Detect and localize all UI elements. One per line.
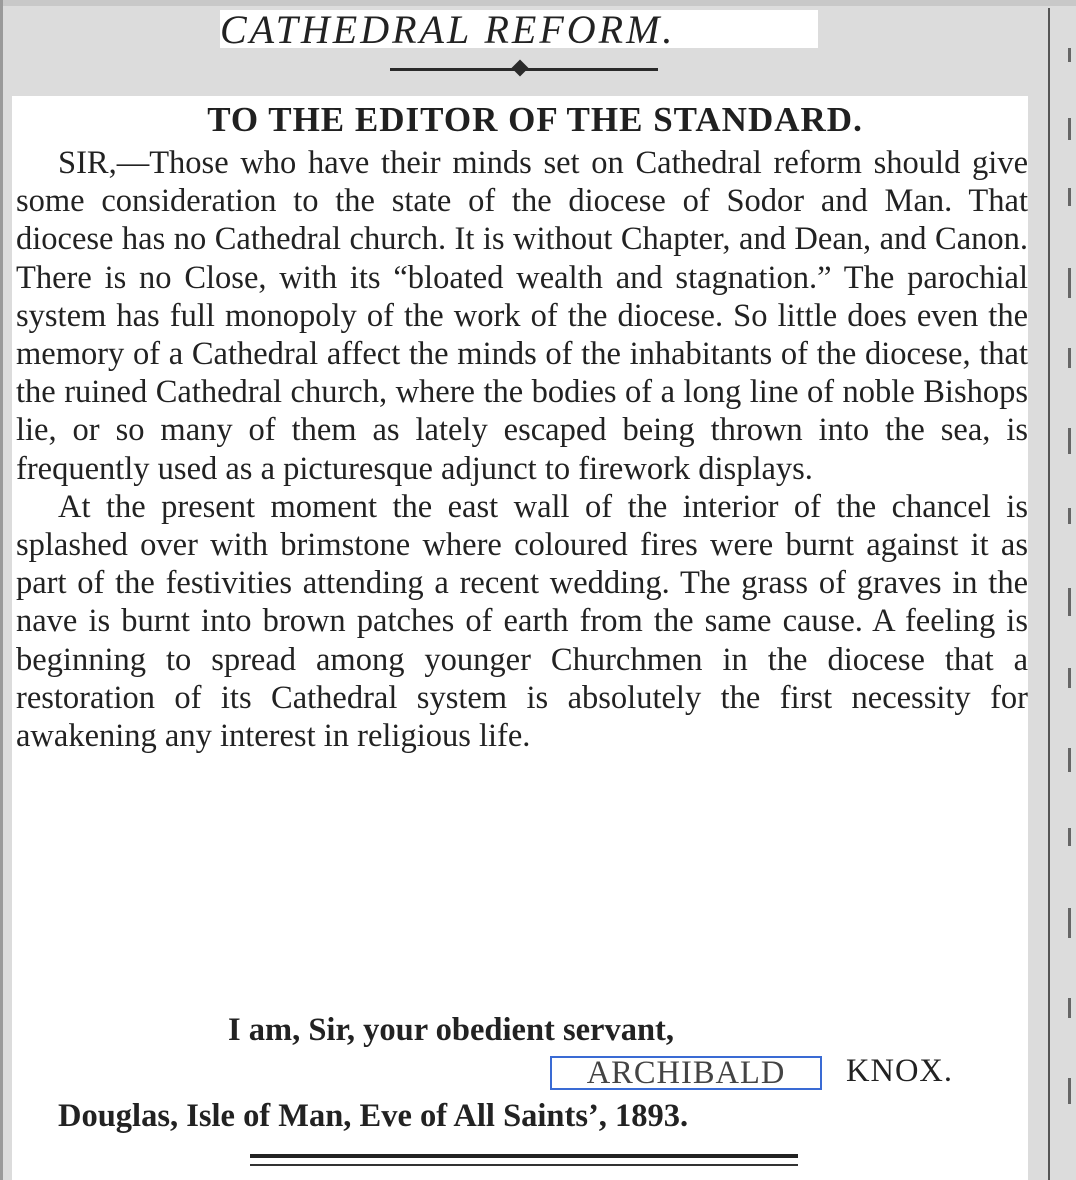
scan-top-border	[0, 0, 1076, 6]
text-fragment	[1068, 588, 1071, 616]
headline: CATHEDRAL REFORM.	[220, 7, 676, 52]
letter-closing: I am, Sir, your obedient servant,	[228, 1012, 675, 1048]
divider-diamond-ornament	[512, 60, 529, 77]
text-fragment	[1068, 828, 1071, 846]
text-fragment	[1068, 348, 1071, 368]
text-fragment	[1068, 48, 1071, 62]
text-fragment	[1068, 748, 1071, 772]
adjacent-column-fragment	[1056, 8, 1076, 1180]
letter-paragraph-2: At the present moment the east wall of the interior of the chancel is splashed over with brimstone where coloured fires were burnt against it as part of the festivities attending a recent wedding. The grass of graves in the nave is burnt into brown patches of earth from the same cause. A feeling is beginning to spread among younger Churchmen in the diocese that a restoration of its Cathedral system is absolutely the first necessity for awakening any interest in religious life.	[16, 488, 1028, 755]
letter-heading: TO THE EDITOR OF THE STANDARD.	[207, 100, 863, 139]
end-rule-thin	[250, 1164, 798, 1166]
letter-article	[12, 96, 1028, 1180]
end-rule-thick	[250, 1154, 798, 1158]
text-fragment	[1068, 188, 1071, 206]
column-divider	[1048, 8, 1050, 1180]
letter-body	[16, 144, 1028, 755]
text-fragment	[1068, 508, 1071, 524]
text-fragment	[1068, 908, 1071, 938]
letter-paragraph-1: SIR,—Those who have their minds set on Cathedral reform should give some consideration to the state of the diocese of Sodor and Man. That diocese has no Cathedral church. It is without Chapter, and Dean, and Canon. There is no Close, with its “bloated wealth and stagnation.” The parochial system has full monopoly of the work of the diocese. So little does even the memory of a Cathedral affect the minds of the inhabitants of the diocese, that the ruined Cathedral church, where the bodies of a long line of noble Bishops lie, or so many of them as lately escaped being thrown into the sea, is frequently used as a picturesque adjunct to firework displays.	[16, 145, 1028, 487]
text-fragment	[1068, 118, 1071, 140]
text-fragment	[1068, 428, 1071, 454]
signature-last-name: KNOX.	[846, 1053, 954, 1089]
text-fragment	[1068, 998, 1071, 1018]
letter-dateline: Douglas, Isle of Man, Eve of All Saints’, 1893.	[58, 1098, 689, 1134]
text-fragment	[1068, 668, 1071, 688]
text-fragment	[1068, 268, 1071, 298]
signature-first-name-highlighted[interactable]: ARCHIBALD	[550, 1056, 822, 1090]
scan-left-border	[0, 0, 3, 1180]
text-fragment	[1068, 1078, 1071, 1104]
